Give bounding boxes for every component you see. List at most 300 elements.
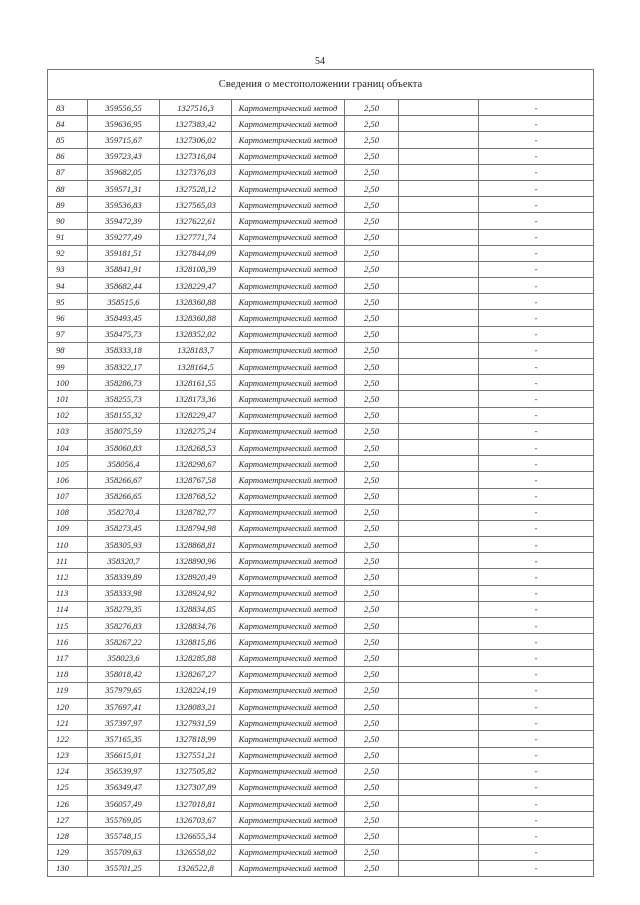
precision-cell: 2,50: [345, 472, 399, 488]
method-cell: Картометрический метод: [232, 698, 345, 714]
point-number-cell: 120: [48, 698, 88, 714]
note-cell: -: [479, 488, 594, 504]
method-cell: Картометрический метод: [232, 828, 345, 844]
coord-y-cell: 1328868,81: [160, 537, 232, 553]
description-cell: [399, 601, 479, 617]
note-cell: -: [479, 618, 594, 634]
coord-y-cell: 1328173,36: [160, 391, 232, 407]
note-cell: -: [479, 698, 594, 714]
point-number-cell: 114: [48, 601, 88, 617]
coord-y-cell: 1327622,61: [160, 213, 232, 229]
table-row: [48, 197, 594, 213]
coord-x-cell: 358305,93: [88, 537, 160, 553]
coord-y-cell: 1328108,39: [160, 261, 232, 277]
coord-x-cell: 358279,35: [88, 601, 160, 617]
note-cell: -: [479, 278, 594, 294]
note-cell: -: [479, 763, 594, 779]
point-number-cell: 118: [48, 666, 88, 682]
description-cell: [399, 375, 479, 391]
method-cell: Картометрический метод: [232, 116, 345, 132]
note-cell: -: [479, 504, 594, 520]
coord-x-cell: 359682,05: [88, 164, 160, 180]
precision-cell: 2,50: [345, 229, 399, 245]
method-cell: Картометрический метод: [232, 569, 345, 585]
note-cell: -: [479, 731, 594, 747]
method-cell: Картометрический метод: [232, 844, 345, 860]
point-number-cell: 84: [48, 116, 88, 132]
point-number-cell: 116: [48, 634, 88, 650]
note-cell: -: [479, 391, 594, 407]
coord-y-cell: 1328890,96: [160, 553, 232, 569]
precision-cell: 2,50: [345, 812, 399, 828]
description-cell: [399, 666, 479, 682]
table-title-row: [48, 70, 594, 100]
note-cell: -: [479, 180, 594, 196]
note-cell: -: [479, 520, 594, 536]
method-cell: Картометрический метод: [232, 731, 345, 747]
note-cell: -: [479, 229, 594, 245]
method-cell: Картометрический метод: [232, 456, 345, 472]
note-cell: -: [479, 326, 594, 342]
boundary-coordinates-table: [47, 69, 594, 877]
description-cell: [399, 747, 479, 763]
description-cell: [399, 618, 479, 634]
coord-x-cell: 358075,59: [88, 423, 160, 439]
precision-cell: 2,50: [345, 666, 399, 682]
coord-x-cell: 358270,4: [88, 504, 160, 520]
coord-y-cell: 1327844,09: [160, 245, 232, 261]
precision-cell: 2,50: [345, 310, 399, 326]
description-cell: [399, 698, 479, 714]
method-cell: Картометрический метод: [232, 148, 345, 164]
coord-x-cell: 355709,63: [88, 844, 160, 860]
table-row: [48, 553, 594, 569]
precision-cell: 2,50: [345, 618, 399, 634]
coord-x-cell: 359181,51: [88, 245, 160, 261]
table-row: [48, 585, 594, 601]
table-row: [48, 569, 594, 585]
coord-x-cell: 358023,6: [88, 650, 160, 666]
coord-x-cell: 359571,31: [88, 180, 160, 196]
description-cell: [399, 245, 479, 261]
coord-x-cell: 359636,95: [88, 116, 160, 132]
coord-y-cell: 1328224,19: [160, 682, 232, 698]
description-cell: [399, 213, 479, 229]
table-row: [48, 423, 594, 439]
precision-cell: 2,50: [345, 844, 399, 860]
coord-x-cell: 358266,65: [88, 488, 160, 504]
point-number-cell: 121: [48, 715, 88, 731]
point-number-cell: 95: [48, 294, 88, 310]
precision-cell: 2,50: [345, 456, 399, 472]
coord-x-cell: 357397,97: [88, 715, 160, 731]
description-cell: [399, 294, 479, 310]
method-cell: Картометрический метод: [232, 407, 345, 423]
coord-x-cell: 358682,44: [88, 278, 160, 294]
note-cell: -: [479, 844, 594, 860]
method-cell: Картометрический метод: [232, 650, 345, 666]
table-row: [48, 698, 594, 714]
coord-x-cell: 358333,18: [88, 342, 160, 358]
method-cell: Картометрический метод: [232, 310, 345, 326]
precision-cell: 2,50: [345, 488, 399, 504]
precision-cell: 2,50: [345, 261, 399, 277]
method-cell: Картометрический метод: [232, 164, 345, 180]
point-number-cell: 123: [48, 747, 88, 763]
method-cell: Картометрический метод: [232, 213, 345, 229]
coord-y-cell: 1328164,5: [160, 359, 232, 375]
coord-x-cell: 357165,35: [88, 731, 160, 747]
table-row: [48, 634, 594, 650]
table-row: [48, 439, 594, 455]
table-row: [48, 100, 594, 116]
note-cell: -: [479, 812, 594, 828]
coord-y-cell: 1327931,59: [160, 715, 232, 731]
coord-y-cell: 1328924,92: [160, 585, 232, 601]
note-cell: -: [479, 715, 594, 731]
method-cell: Картометрический метод: [232, 812, 345, 828]
note-cell: -: [479, 682, 594, 698]
coord-x-cell: 358155,32: [88, 407, 160, 423]
precision-cell: 2,50: [345, 116, 399, 132]
table-row: [48, 488, 594, 504]
precision-cell: 2,50: [345, 245, 399, 261]
coord-x-cell: 358267,22: [88, 634, 160, 650]
point-number-cell: 125: [48, 779, 88, 795]
description-cell: [399, 164, 479, 180]
point-number-cell: 90: [48, 213, 88, 229]
method-cell: Картометрический метод: [232, 245, 345, 261]
description-cell: [399, 634, 479, 650]
method-cell: Картометрический метод: [232, 553, 345, 569]
note-cell: -: [479, 375, 594, 391]
method-cell: Картометрический метод: [232, 375, 345, 391]
description-cell: [399, 812, 479, 828]
note-cell: -: [479, 779, 594, 795]
precision-cell: 2,50: [345, 763, 399, 779]
point-number-cell: 101: [48, 391, 88, 407]
method-cell: Картометрический метод: [232, 359, 345, 375]
precision-cell: 2,50: [345, 213, 399, 229]
point-number-cell: 103: [48, 423, 88, 439]
point-number-cell: 104: [48, 439, 88, 455]
description-cell: [399, 359, 479, 375]
method-cell: Картометрический метод: [232, 520, 345, 536]
note-cell: -: [479, 310, 594, 326]
point-number-cell: 99: [48, 359, 88, 375]
coord-y-cell: 1327376,03: [160, 164, 232, 180]
description-cell: [399, 731, 479, 747]
coord-y-cell: 1327316,04: [160, 148, 232, 164]
description-cell: [399, 456, 479, 472]
description-cell: [399, 828, 479, 844]
note-cell: -: [479, 634, 594, 650]
coord-x-cell: 358276,83: [88, 618, 160, 634]
point-number-cell: 105: [48, 456, 88, 472]
coord-y-cell: 1328768,52: [160, 488, 232, 504]
coord-y-cell: 1326558,02: [160, 844, 232, 860]
precision-cell: 2,50: [345, 342, 399, 358]
table-row: [48, 650, 594, 666]
point-number-cell: 110: [48, 537, 88, 553]
description-cell: [399, 844, 479, 860]
note-cell: -: [479, 537, 594, 553]
coord-x-cell: 358493,45: [88, 310, 160, 326]
note-cell: -: [479, 407, 594, 423]
coord-y-cell: 1326655,34: [160, 828, 232, 844]
table-row: [48, 715, 594, 731]
coord-y-cell: 1328267,27: [160, 666, 232, 682]
point-number-cell: 93: [48, 261, 88, 277]
note-cell: -: [479, 456, 594, 472]
point-number-cell: 127: [48, 812, 88, 828]
coord-y-cell: 1328229,47: [160, 278, 232, 294]
table-row: [48, 180, 594, 196]
coord-y-cell: 1328920,49: [160, 569, 232, 585]
coord-x-cell: 357979,65: [88, 682, 160, 698]
note-cell: -: [479, 650, 594, 666]
coord-x-cell: 356057,49: [88, 796, 160, 812]
coord-x-cell: 358333,98: [88, 585, 160, 601]
coord-y-cell: 1327505,82: [160, 763, 232, 779]
coord-y-cell: 1328834,85: [160, 601, 232, 617]
coord-x-cell: 357697,41: [88, 698, 160, 714]
point-number-cell: 91: [48, 229, 88, 245]
table-row: [48, 456, 594, 472]
description-cell: [399, 796, 479, 812]
precision-cell: 2,50: [345, 132, 399, 148]
note-cell: -: [479, 569, 594, 585]
coord-x-cell: 359277,49: [88, 229, 160, 245]
method-cell: Картометрический метод: [232, 423, 345, 439]
precision-cell: 2,50: [345, 585, 399, 601]
point-number-cell: 109: [48, 520, 88, 536]
method-cell: Картометрический метод: [232, 715, 345, 731]
point-number-cell: 130: [48, 860, 88, 876]
description-cell: [399, 779, 479, 795]
precision-cell: 2,50: [345, 682, 399, 698]
description-cell: [399, 488, 479, 504]
precision-cell: 2,50: [345, 698, 399, 714]
table-row: [48, 537, 594, 553]
point-number-cell: 94: [48, 278, 88, 294]
coord-x-cell: 358322,17: [88, 359, 160, 375]
table-row: [48, 796, 594, 812]
description-cell: [399, 391, 479, 407]
coord-x-cell: 359536,83: [88, 197, 160, 213]
table-row: [48, 828, 594, 844]
precision-cell: 2,50: [345, 860, 399, 876]
description-cell: [399, 180, 479, 196]
table-row: [48, 472, 594, 488]
precision-cell: 2,50: [345, 553, 399, 569]
description-cell: [399, 310, 479, 326]
note-cell: -: [479, 423, 594, 439]
point-number-cell: 98: [48, 342, 88, 358]
precision-cell: 2,50: [345, 164, 399, 180]
note-cell: -: [479, 601, 594, 617]
method-cell: Картометрический метод: [232, 585, 345, 601]
description-cell: [399, 520, 479, 536]
precision-cell: 2,50: [345, 326, 399, 342]
coord-x-cell: 358515,6: [88, 294, 160, 310]
description-cell: [399, 439, 479, 455]
table-row: [48, 812, 594, 828]
precision-cell: 2,50: [345, 731, 399, 747]
method-cell: Картометрический метод: [232, 682, 345, 698]
precision-cell: 2,50: [345, 375, 399, 391]
coord-x-cell: 356349,47: [88, 779, 160, 795]
precision-cell: 2,50: [345, 504, 399, 520]
method-cell: Картометрический метод: [232, 132, 345, 148]
method-cell: Картометрический метод: [232, 537, 345, 553]
coord-x-cell: 358056,4: [88, 456, 160, 472]
coord-y-cell: 1328782,77: [160, 504, 232, 520]
description-cell: [399, 326, 479, 342]
table-row: [48, 747, 594, 763]
precision-cell: 2,50: [345, 569, 399, 585]
coord-y-cell: 1328360,88: [160, 310, 232, 326]
table-row: [48, 261, 594, 277]
table-row: [48, 860, 594, 876]
method-cell: Картометрический метод: [232, 504, 345, 520]
coord-y-cell: 1328275,24: [160, 423, 232, 439]
description-cell: [399, 715, 479, 731]
description-cell: [399, 116, 479, 132]
coord-x-cell: 358018,42: [88, 666, 160, 682]
precision-cell: 2,50: [345, 391, 399, 407]
method-cell: Картометрический метод: [232, 779, 345, 795]
method-cell: Картометрический метод: [232, 229, 345, 245]
point-number-cell: 86: [48, 148, 88, 164]
coord-y-cell: 1327818,99: [160, 731, 232, 747]
coord-y-cell: 1326703,67: [160, 812, 232, 828]
description-cell: [399, 569, 479, 585]
coord-y-cell: 1327565,03: [160, 197, 232, 213]
table-row: [48, 779, 594, 795]
coord-x-cell: 355769,05: [88, 812, 160, 828]
page-number: 54: [315, 56, 325, 67]
point-number-cell: 102: [48, 407, 88, 423]
precision-cell: 2,50: [345, 294, 399, 310]
coord-y-cell: 1328767,58: [160, 472, 232, 488]
description-cell: [399, 342, 479, 358]
point-number-cell: 119: [48, 682, 88, 698]
description-cell: [399, 472, 479, 488]
point-number-cell: 113: [48, 585, 88, 601]
coord-y-cell: 1328268,53: [160, 439, 232, 455]
method-cell: Картометрический метод: [232, 796, 345, 812]
table-row: [48, 375, 594, 391]
method-cell: Картометрический метод: [232, 472, 345, 488]
note-cell: -: [479, 164, 594, 180]
table-row: [48, 229, 594, 245]
table-row: [48, 763, 594, 779]
note-cell: -: [479, 828, 594, 844]
precision-cell: 2,50: [345, 650, 399, 666]
coord-y-cell: 1328834,76: [160, 618, 232, 634]
method-cell: Картометрический метод: [232, 860, 345, 876]
precision-cell: 2,50: [345, 537, 399, 553]
method-cell: Картометрический метод: [232, 294, 345, 310]
note-cell: -: [479, 261, 594, 277]
table-row: [48, 359, 594, 375]
method-cell: Картометрический метод: [232, 634, 345, 650]
point-number-cell: 100: [48, 375, 88, 391]
table-row: [48, 601, 594, 617]
table-row: [48, 116, 594, 132]
precision-cell: 2,50: [345, 779, 399, 795]
coord-y-cell: 1327018,81: [160, 796, 232, 812]
note-cell: -: [479, 439, 594, 455]
coord-x-cell: 355701,25: [88, 860, 160, 876]
point-number-cell: 124: [48, 763, 88, 779]
coord-x-cell: 356615,01: [88, 747, 160, 763]
description-cell: [399, 407, 479, 423]
method-cell: Картометрический метод: [232, 488, 345, 504]
description-cell: [399, 650, 479, 666]
description-cell: [399, 504, 479, 520]
table-row: [48, 666, 594, 682]
point-number-cell: 122: [48, 731, 88, 747]
note-cell: -: [479, 472, 594, 488]
description-cell: [399, 763, 479, 779]
coord-y-cell: 1327516,3: [160, 100, 232, 116]
description-cell: [399, 278, 479, 294]
method-cell: Картометрический метод: [232, 618, 345, 634]
table-row: [48, 132, 594, 148]
table-row: [48, 342, 594, 358]
description-cell: [399, 100, 479, 116]
coord-x-cell: 358273,45: [88, 520, 160, 536]
method-cell: Картометрический метод: [232, 180, 345, 196]
note-cell: -: [479, 359, 594, 375]
table-row: [48, 731, 594, 747]
coord-y-cell: 1328083,21: [160, 698, 232, 714]
coord-x-cell: 359715,67: [88, 132, 160, 148]
precision-cell: 2,50: [345, 180, 399, 196]
method-cell: Картометрический метод: [232, 763, 345, 779]
point-number-cell: 96: [48, 310, 88, 326]
table-row: [48, 391, 594, 407]
method-cell: Картометрический метод: [232, 197, 345, 213]
point-number-cell: 126: [48, 796, 88, 812]
point-number-cell: 87: [48, 164, 88, 180]
description-cell: [399, 585, 479, 601]
note-cell: -: [479, 148, 594, 164]
coord-y-cell: 1327551,21: [160, 747, 232, 763]
coord-x-cell: 356539,97: [88, 763, 160, 779]
precision-cell: 2,50: [345, 359, 399, 375]
coord-y-cell: 1326522,8: [160, 860, 232, 876]
coord-x-cell: 358060,83: [88, 439, 160, 455]
coord-y-cell: 1328352,02: [160, 326, 232, 342]
table-row: [48, 164, 594, 180]
coord-y-cell: 1327307,89: [160, 779, 232, 795]
description-cell: [399, 148, 479, 164]
note-cell: -: [479, 860, 594, 876]
table-row: [48, 844, 594, 860]
precision-cell: 2,50: [345, 278, 399, 294]
precision-cell: 2,50: [345, 747, 399, 763]
note-cell: -: [479, 197, 594, 213]
description-cell: [399, 553, 479, 569]
method-cell: Картометрический метод: [232, 666, 345, 682]
note-cell: -: [479, 666, 594, 682]
method-cell: Картометрический метод: [232, 100, 345, 116]
note-cell: -: [479, 245, 594, 261]
coord-x-cell: 358339,89: [88, 569, 160, 585]
